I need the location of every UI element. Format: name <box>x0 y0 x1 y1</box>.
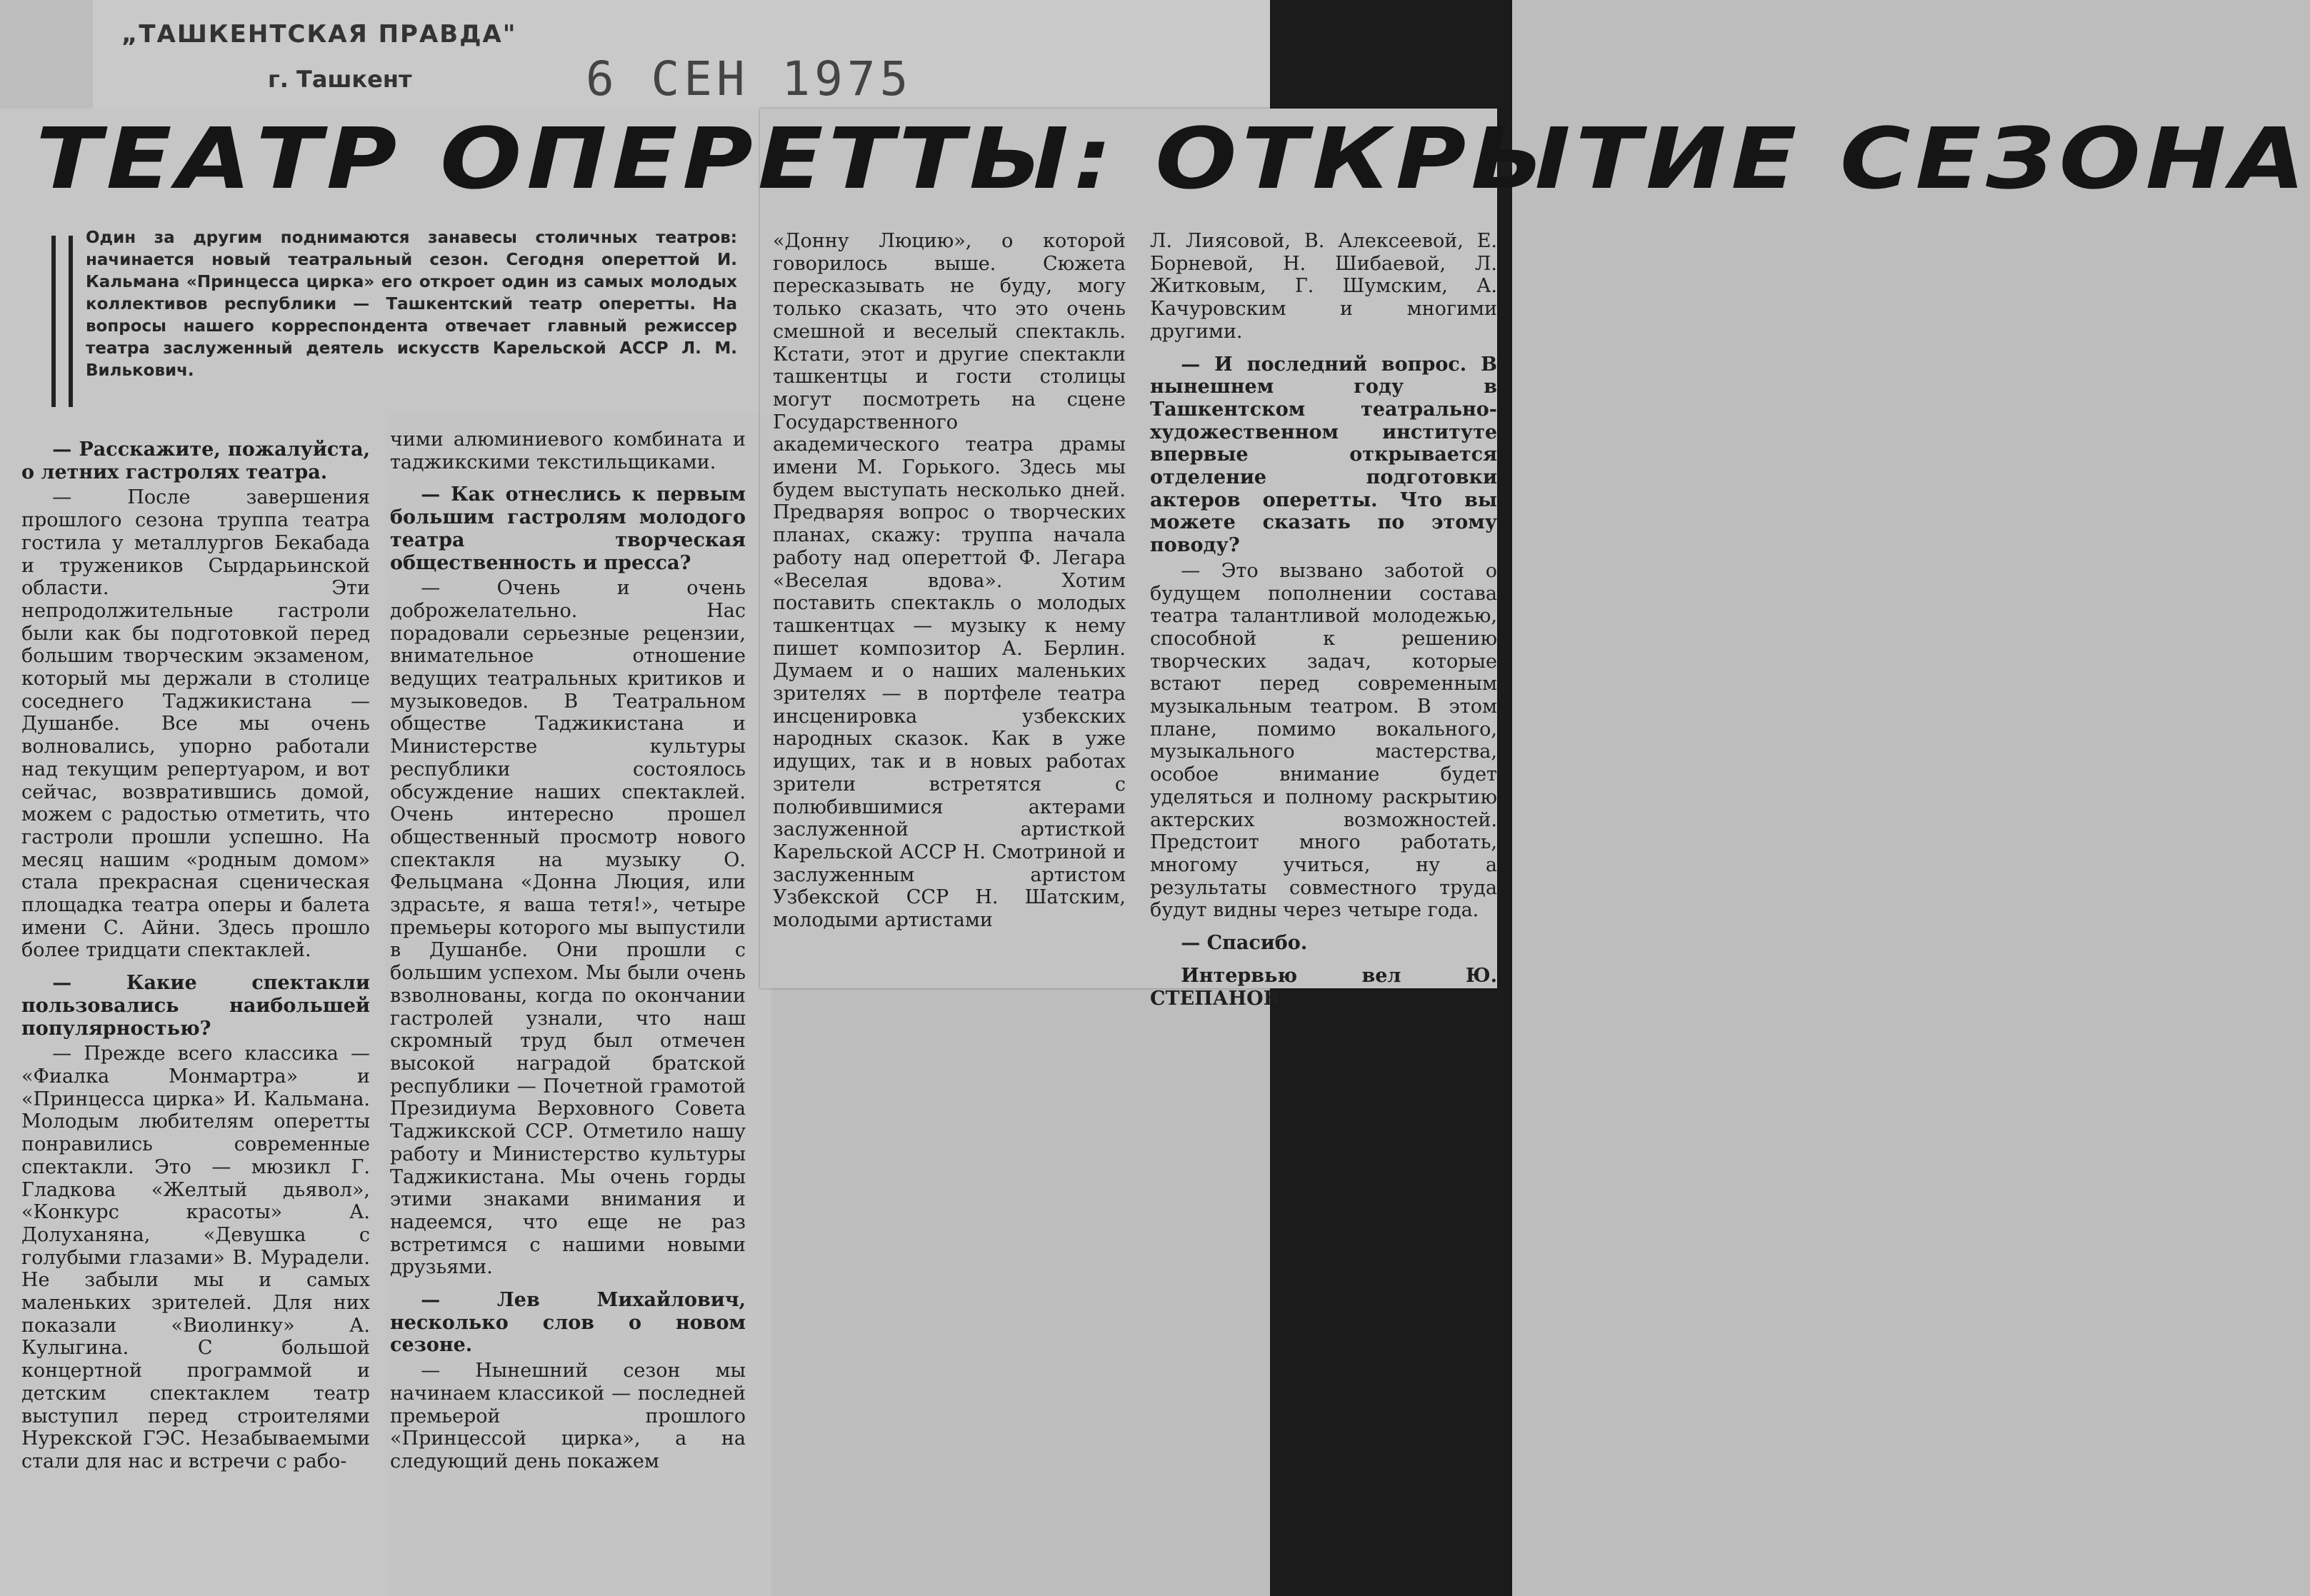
date-stamp: 6 СЕН 1975 <box>586 51 913 106</box>
interview-paragraph: чими алюминиевого комбината и таджикскими текстильщиками. <box>390 428 746 473</box>
newspaper-city: г. Ташкент <box>268 66 412 93</box>
interview-paragraph: «Донну Люцию», о которой говорилось выше. Сюжета пересказывать не буду, могу только сказать, что это очень смешной и веселый спектакль. Кстати, этот и другие спектакли ташкентцы и гости столицы могут посмотреть на сцене Государственного академического театра драмы имени М. Горького. Здесь мы будем выступать несколько дней. Предваряя вопрос о творческих планах, скажу: труппа начала работу над опереттой Ф. Легара «Веселая вдова». Хотим поставить спектакль о молодых ташкентцах — музыку к нему пишет композитор А. Берлин. Думаем и о наших маленьких зрителях — в портфеле театра инсценировка узбекских народных сказок. Как в уже идущих, так и в новых работах зрители встретятся с полюбившимися актерами заслуженной артисткой Карельской АССР Н. Смотриной и заслуженным артистом Узбекской ССР Н. Шатским, молодыми артистами <box>773 230 1126 932</box>
interview-question: — Лев Михайлович, несколько слов о новом сезоне. <box>390 1289 746 1357</box>
newspaper-masthead: „ТАШКЕНТСКАЯ ПРАВДА" <box>121 20 517 49</box>
interview-question: — Какие спектакли пользовались наибольшей популярностью? <box>21 972 370 1040</box>
interview-paragraph: — Это вызвано заботой о будущем пополнении состава театра талантливой молодежью, способной к решению творческих задач, которые встают перед современным музыкальным театром. В этом плане, помимо вокального, музыкального мастерства, особое внимание будет уделяться и полному раскрытию актерских возможностей. Предстоит много работать, многому учиться, ну а результаты совместного труда будут видны через четыре года. <box>1150 559 1497 922</box>
interview-paragraph: — После завершения прошлого сезона труппа театра гостила у металлургов Бекабада и тружеников Сырдарьинской области. Эти непродолжительные гастроли были как бы подготовкой перед большим творческим экзаменом, который мы держали в столице соседнего Таджикистана — Душанбе. Все мы очень волновались, упорно работали над текущим репертуаром, и вот сейчас, возвратившись домой, можем с радостью отметить, что гастроли прошли успешно. На месяц нашим «родным домом» стала прекрасная сценическая площадка театра оперы и балета имени С. Айни. Здесь прошло более тридцати спектаклей. <box>21 486 370 962</box>
interview-paragraph: Л. Лиясовой, В. Алексеевой, Е. Борневой, Н. Шибаевой, Л. Житковым, Г. Шумским, А. Качуровским и многими другими. <box>1150 230 1497 343</box>
lead-decorative-bars <box>51 236 73 407</box>
article-column-2 <box>390 428 746 1473</box>
interview-paragraph: — Нынешний сезон мы начинаем классикой — последней премьерой прошлого «Принцессой цирка», а на следующий день покажем <box>390 1360 746 1472</box>
interview-question: Интервью вел Ю. СТЕПАНОВ. <box>1150 964 1497 1010</box>
interview-paragraph: — Прежде всего классика — «Фиалка Монмартра» и «Принцесса цирка» И. Кальмана. Молодым любителям оперетты понравились современные спектакли. Это — мюзикл Г. Гладкова «Желтый дьявол», «Конкурс красоты» А. Долуханяна, «Девушка с голубыми глазами» В. Мурадели. Не забыли мы и самых маленьких зрителей. Для них показали «Виолинку» А. Кулыгина. С большой концертной программой и детским спектаклем театр выступил перед строителями Нурекской ГЭС. Незабываемыми стали для нас и встречи с рабо- <box>21 1043 370 1472</box>
article-column-1 <box>21 428 370 1473</box>
article-lead: Один за другим поднимаются занавесы столичных театров: начинается новый театральный сезон. Сегодня опереттой И. Кальмана «Принцесса цирка» его откроет один из самых молодых коллективов республики — Ташкентский театр оперетты. На вопросы нашего корреспондента отвечает главный режиссер театра заслуженный деятель искусств Карельской АССР Л. М. Вилькович. <box>86 229 737 380</box>
interview-question: — Как отнеслись к первым большим гастролям молодого театра творческая общественность и пресса? <box>390 483 746 574</box>
interview-question: — И последний вопрос. В нынешнем году в Ташкентском театрально-художественном институте впервые открывается отделение подготовки актеров оперетты. Что вы можете сказать по этому поводу? <box>1150 353 1497 557</box>
interview-question: — Спасибо. <box>1181 932 1308 955</box>
interview-question: — Расскажите, пожалуйста, о летних гастролях театра. <box>21 438 370 483</box>
article-column-3 <box>773 230 1126 932</box>
interview-paragraph: — Очень и очень доброжелательно. Нас порадовали серьезные рецензии, внимательное отношение ведущих театральных критиков и музыковедов. В Театральном обществе Таджикистана и Министерстве культуры республики состоялось обсуждение наших спектаклей. Очень интересно прошел общественный просмотр нового спектакля на музыку О. Фельцмана «Донна Люция, или здрасьте, я ваша тетя!», четыре премьеры которого мы выпустили в Душанбе. Они прошли с большим успехом. Мы были очень взволнованы, когда по окончании гастролей узнали, что наш скромный труд был отмечен высокой наградой братской республики — Почетной грамотой Президиума Верховного Совета Таджикской ССР. Отметило нашу работу и Министерство культуры Таджикистана. Мы очень горды этими знаками внимания и надеемся, что еще не раз встретимся с нашими новыми друзьями. <box>390 577 746 1279</box>
article-headline: ТЕАТР ОПЕРЕТТЫ: ОТКРЫТИЕ СЕЗОНА <box>36 109 2310 208</box>
article-column-4 <box>1150 230 1497 1013</box>
